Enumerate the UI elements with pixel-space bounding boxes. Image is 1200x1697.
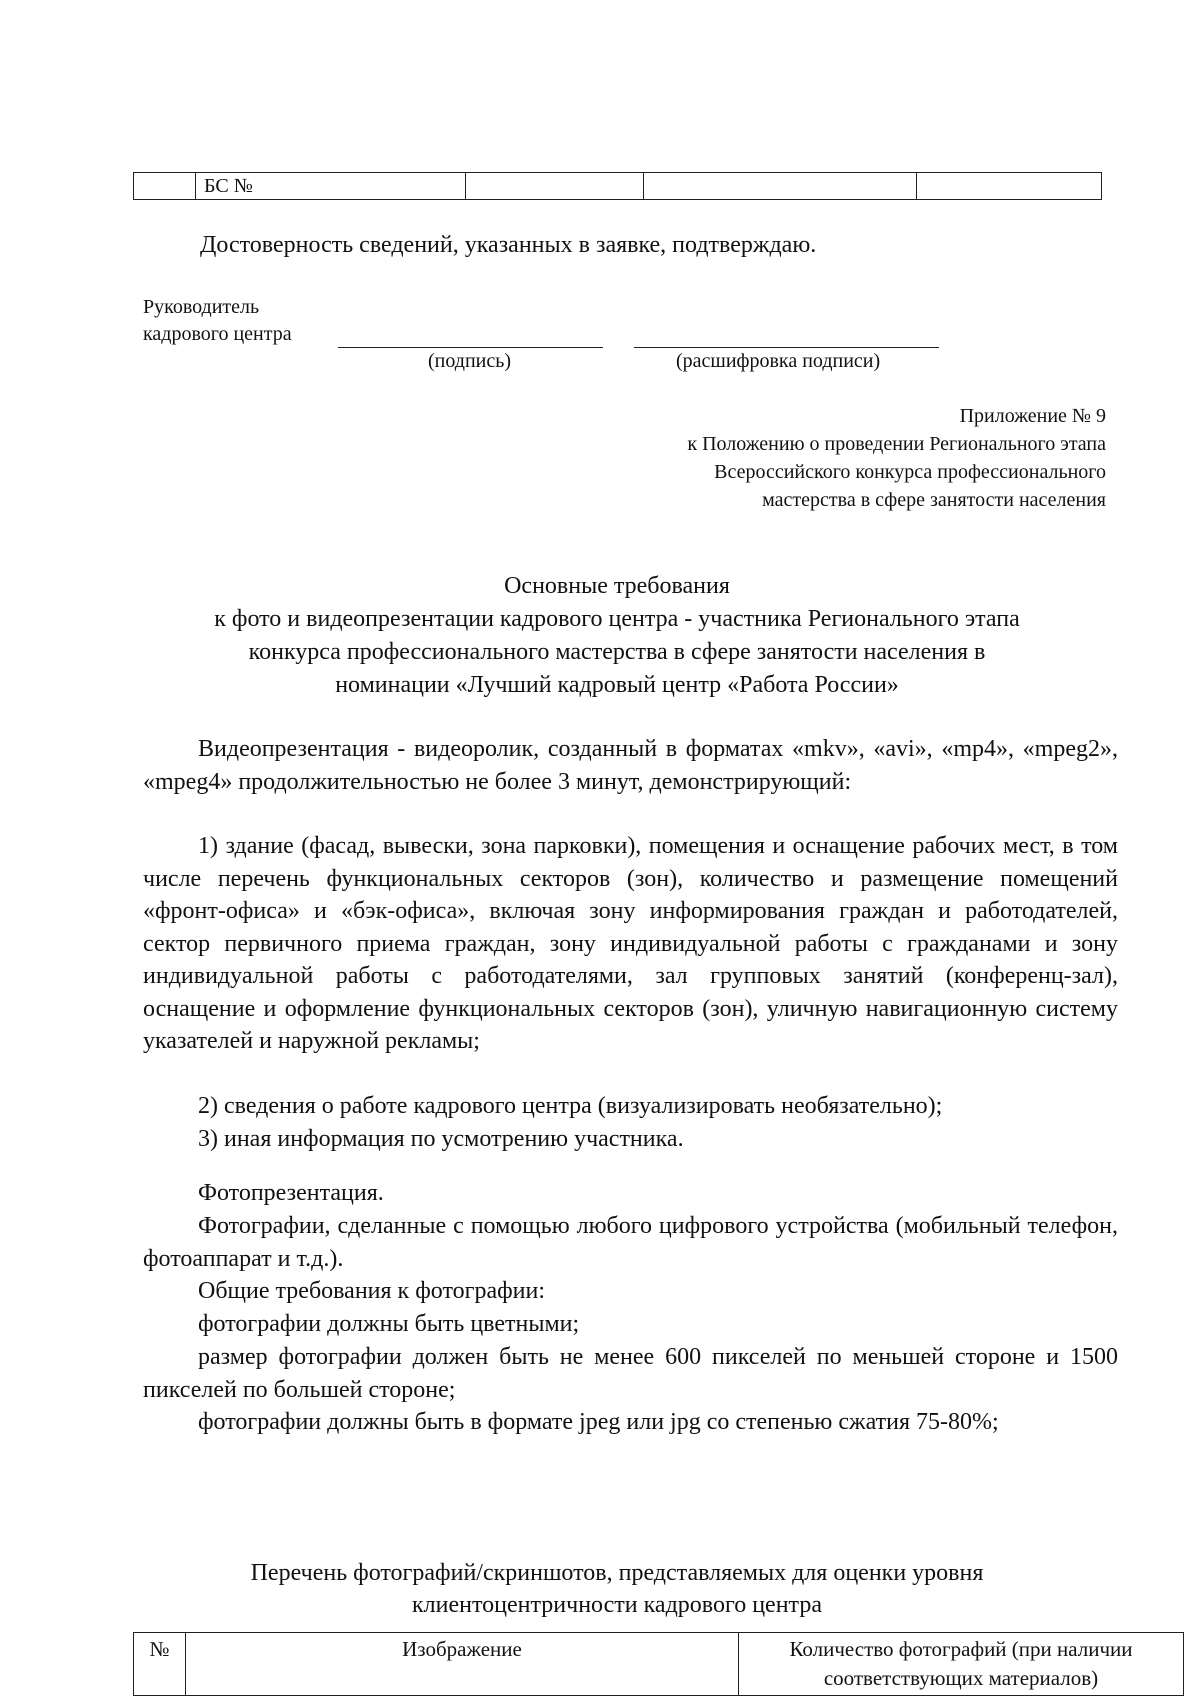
signature-line [338, 347, 603, 348]
table-header-row [134, 1633, 1184, 1696]
appendix-number: Приложение № 9 [959, 405, 1106, 427]
title-line: конкурса профессионального мастерства в сфере занятости населения в [248, 639, 986, 665]
decryption-caption: (расшифровка подписи) [676, 350, 881, 372]
photo-paragraph-3: фотографии должны быть цветными; [198, 1311, 580, 1337]
signature-decryption-line [634, 347, 939, 348]
table-cell-bs-number: БС № [196, 173, 466, 200]
photo-heading: Фотопрезентация. [198, 1180, 384, 1206]
appendix-ref-line: к Положению о проведении Регионального этапа [687, 433, 1106, 455]
applicant-table-row [133, 172, 1102, 200]
video-item-1: 1) здание (фасад, вывески, зона парковки), помещения и оснащение рабочих мест, в том числе перечень функциональных секторов (зон), количество и размещение помещений «фронт-офиса» и «бэк-офиса», включая зону информирования граждан и работодателей, сектор первичного приема граждан, зону индивидуальной работы с гражданами и зону индивидуальной работы с работодателями, зал групповых занятий (конференц-зал), оснащение и оформление функциональных секторов (зон), уличную навигационную систему указателей и наружной рекламы; [143, 833, 1118, 1054]
column-header-number: № [134, 1633, 186, 1696]
photo-paragraph-1: Фотографии, сделанные с помощью любого цифрового устройства (мобильный телефон, фотоаппарат и т.д.). [143, 1213, 1118, 1272]
video-item-3: 3) иная информация по усмотрению участника. [198, 1126, 684, 1152]
appendix-ref-line: Всероссийского конкурса профессионального [714, 461, 1106, 483]
appendix-header [687, 402, 1106, 514]
video-item-2: 2) сведения о работе кадрового центра (визуализировать необязательно); [198, 1093, 943, 1119]
signatory-role-line1: Руководитель [143, 296, 260, 318]
signature-caption: (подпись) [428, 350, 512, 372]
photo-list-table [133, 1632, 1184, 1696]
photo-list-title [133, 1557, 1101, 1621]
photo-paragraph-4: размер фотографии должен быть не менее 600 пикселей по меньшей стороне и 1500 пикселей по большей стороне; [143, 1344, 1118, 1403]
column-header-photo-count: Количество фотографий (при наличии соответствующих материалов) [739, 1633, 1184, 1696]
title-line: Основные требования [504, 573, 730, 599]
table-cell [644, 173, 917, 200]
photo-paragraph-2: Общие требования к фотографии: [198, 1278, 546, 1304]
video-intro-paragraph: Видеопрезентация - видеоролик, созданный в форматах «mkv», «avi», «mp4», «mpeg2», «mpeg4» продолжительностью не более 3 минут, демонстрирующий: [143, 736, 1118, 795]
table-cell [134, 173, 196, 200]
title-line: к фото и видеопрезентации кадрового центра - участника Регионального этапа [214, 606, 1020, 632]
document-title [133, 570, 1101, 702]
photo-paragraph-5: фотографии должны быть в формате jpeg или jpg со степенью сжатия 75-80%; [198, 1409, 999, 1435]
appendix-ref-line: мастерства в сфере занятости населения [762, 489, 1106, 511]
list-title-line: клиентоцентричности кадрового центра [412, 1592, 822, 1618]
title-line: номинации «Лучший кадровый центр «Работа России» [335, 672, 899, 698]
table-row [134, 173, 1102, 200]
table-cell [917, 173, 1102, 200]
signatory-role-line2: кадрового центра [143, 323, 292, 345]
table-cell [466, 173, 644, 200]
column-header-image: Изображение [186, 1633, 739, 1696]
list-title-line: Перечень фотографий/скриншотов, представляемых для оценки уровня [250, 1560, 984, 1586]
attestation-text: Достоверность сведений, указанных в заявке, подтверждаю. [200, 232, 817, 258]
